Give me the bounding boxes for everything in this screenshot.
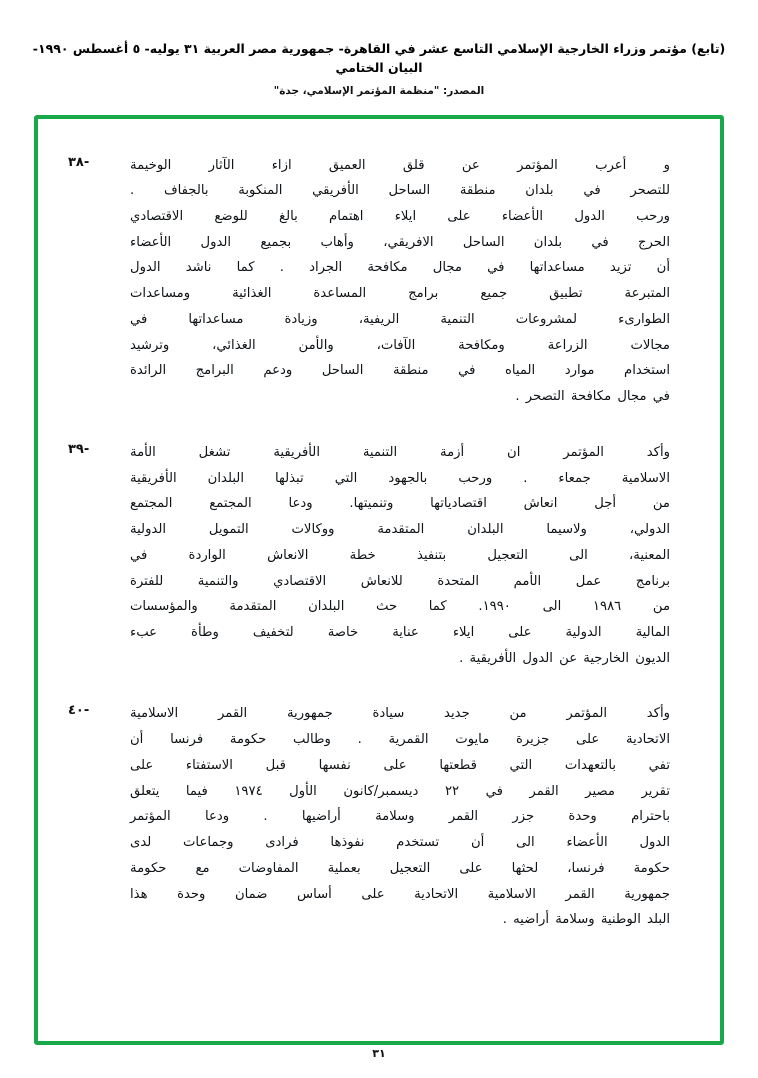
paragraph-block	[68, 153, 690, 410]
text-line: البلد الوطنية وسلامة أراضيه .	[502, 912, 670, 928]
text-line: تقرير مصير القمر في ٢٢ ديسمبر/كانون الأول ١٩٧٤ فيما يتعلق	[130, 783, 671, 799]
page-number: ٣١	[372, 1047, 386, 1060]
text-line: حكومة فرنسا، لحثها على التعجيل بعملية المفاوضات مع حكومة	[130, 860, 670, 876]
text-line: باحترام وحدة جزر القمر وسلامة أراضيها . ودعا المؤتمر	[130, 809, 670, 825]
text-line: مجالات الزراعة ومكافحة الآفات، والأمن الغذائي، وترشيد	[130, 337, 670, 353]
text-line: في مجال مكافحة التصحر .	[515, 389, 670, 405]
text-line: استخدام موارد المياه في منطقة الساحل ودعم البرامج الرائدة	[130, 363, 670, 379]
paragraph-text	[122, 701, 690, 933]
text-line: المالية الدولية على ايلاء عناية خاصة لتخفيف وطأة عبء	[130, 624, 670, 640]
text-line: و أعرب المؤتمر عن قلق العميق ازاء الآثار الوخيمة	[130, 157, 670, 173]
text-line: الاسلامية جمعاء . ورحب بالجهود التي تبذلها البلدان الأفريقية	[130, 470, 670, 486]
text-line: الدولي، ولاسيما البلدان المتقدمة ووكالات التمويل الدولية	[130, 522, 670, 538]
paragraph-number: -٣٨	[68, 154, 90, 170]
text-line: أن تزيد مساعداتها في مجال مكافحة الجراد . كما ناشد الدول	[130, 260, 670, 276]
text-line: الطوارىء لمشروعات التنمية الريفية، وزيادة مساعداتها في	[130, 311, 670, 327]
text-line: وأكد المؤتمر من جديد سيادة جمهورية القمر الاسلامية	[130, 706, 670, 722]
text-line: وأكد المؤتمر ان أزمة التنمية الأفريقية تشغل الأمة	[130, 444, 670, 460]
text-line: من أجل انعاش اقتصادياتها وتنميتها. ودعا المجتمع المجتمع	[130, 496, 670, 512]
text-line: الحرج في بلدان الساحل الافريقي، وأهاب بجميع الدول الأعضاء	[130, 234, 670, 250]
page-title: (تابع) مؤتمر وزراء الخارجية الإسلامي التاسع عشر في القاهرة- جمهورية مصر العربية ٣١ يوليه- ٥ أغسطس ١٩٩٠- البيان الختامي	[32, 41, 726, 75]
text-line: الدول الأعضاء الى أن تستخدم نفوذها فرادى وجماعات لدى	[130, 835, 670, 851]
paragraph-text	[122, 440, 690, 672]
source-line: المصدر: "منظمة المؤتمر الإسلامي، جدة"	[273, 84, 485, 97]
text-line: جمهورية القمر الاسلامية الاتحادية على أساس ضمان وحدة هذا	[130, 886, 670, 902]
text-line: من ١٩٨٦ الى ١٩٩٠. كما حث البلدان المتقدمة والمؤسسات	[130, 599, 671, 615]
text-line: المعنية، الى التعجيل بتنفيذ خطة الانعاش الواردة في	[130, 547, 670, 563]
text-line: الديون الخارجية عن الدول الأفريقية .	[459, 650, 670, 666]
text-line: للتصحر في بلدان منطقة الساحل الأفريقي المنكوبة بالجفاف .	[130, 183, 670, 199]
paragraph-text	[122, 153, 690, 410]
paragraph-block	[68, 440, 690, 672]
bordered-content-frame	[34, 115, 724, 1045]
text-line: برنامج عمل الأمم المتحدة للانعاش الاقتصادي والتنمية للفترة	[130, 573, 670, 589]
paragraph-number: -٤٠	[68, 703, 90, 719]
text-line: الاتحادية على جزيرة مايوت القمرية . وطالب حكومة فرنسا أن	[130, 732, 670, 748]
text-line: ورحب الدول الأعضاء على ايلاء اهتمام بالغ للوضع الاقتصادي	[130, 208, 670, 224]
paragraph-block	[68, 701, 690, 933]
document-header	[0, 0, 758, 97]
text-line: تفي بالتعهدات التي قطعتها على نفسها قبل الاستفتاء على	[130, 757, 670, 773]
paragraph-number: -٣٩	[68, 441, 90, 457]
text-line: المتبرعة تطبيق جميع برامج المساعدة الغذائية ومساعدات	[130, 286, 670, 302]
